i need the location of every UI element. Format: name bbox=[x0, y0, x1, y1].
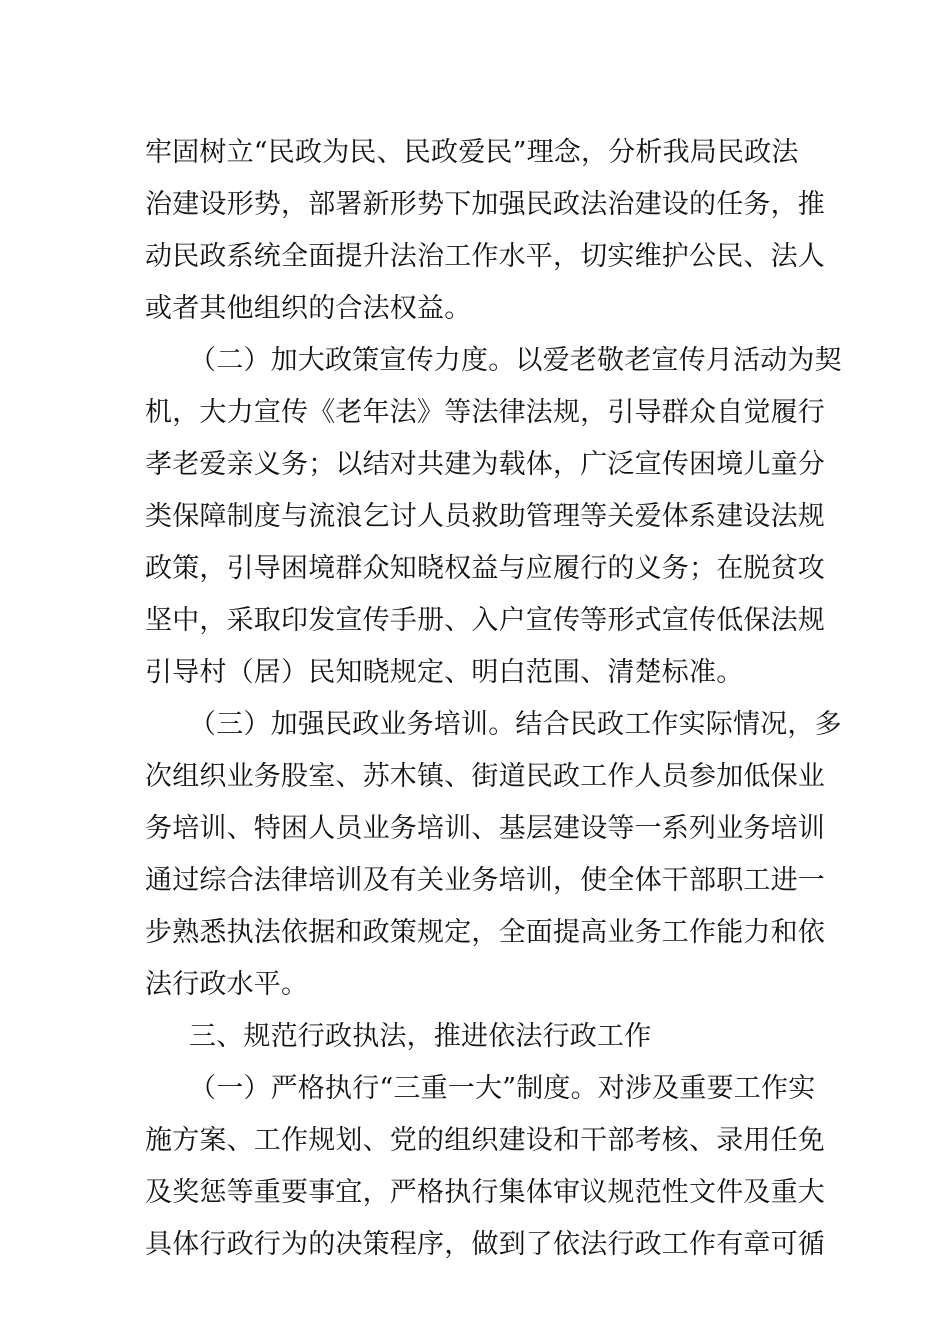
text-line: 通过综合法律培训及有关业务培训，使全体干部职工进一 bbox=[145, 865, 825, 896]
body-text bbox=[145, 127, 842, 1271]
text-line: 务培训、特困人员业务培训、基层建设等一系列业务培训 bbox=[145, 813, 825, 844]
text-line: 施方案、工作规划、党的组织建设和干部考核、录用任免 bbox=[145, 1125, 825, 1156]
text-line: 步熟悉执法依据和政策规定，全面提高业务工作能力和依 bbox=[145, 917, 825, 948]
text-line: 政策，引导困境群众知晓权益与应履行的义务；在脱贫攻 bbox=[145, 553, 825, 584]
section-heading: 三、规范行政执法，推进依法行政工作 bbox=[189, 1021, 652, 1052]
paragraph-start-line: （三）加强民政业务培训。结合民政工作实际情况，多 bbox=[189, 709, 842, 740]
text-line: 具体行政行为的决策程序，做到了依法行政工作有章可循 bbox=[145, 1229, 825, 1260]
paragraph-start-line: （一）严格执行“三重一大”制度。对涉及重要工作实 bbox=[189, 1073, 816, 1104]
text-line: 孝老爱亲义务；以结对共建为载体，广泛宣传困境儿童分 bbox=[145, 449, 825, 480]
text-line: 法行政水平。 bbox=[145, 969, 309, 1000]
text-line: 动民政系统全面提升法治工作水平，切实维护公民、法人 bbox=[145, 241, 825, 272]
text-line: 及奖惩等重要事宜，严格执行集体审议规范性文件及重大 bbox=[145, 1177, 825, 1208]
text-line: 治建设形势，部署新形势下加强民政法治建设的任务，推 bbox=[145, 189, 825, 220]
text-line: 牢固树立“民政为民、民政爱民”理念，分析我局民政法 bbox=[145, 137, 799, 168]
text-line: 类保障制度与流浪乞讨人员救助管理等关爱体系建设法规 bbox=[145, 501, 825, 532]
text-line: 次组织业务股室、苏木镇、街道民政工作人员参加低保业 bbox=[145, 761, 825, 792]
text-line: 机，大力宣传《老年法》等法律法规，引导群众自觉履行 bbox=[145, 397, 825, 428]
paragraph-start-line: （二）加大政策宣传力度。以爱老敬老宣传月活动为契 bbox=[189, 345, 842, 376]
text-line: 或者其他组织的合法权益。 bbox=[145, 293, 472, 324]
text-line: 坚中，采取印发宣传手册、入户宣传等形式宣传低保法规 bbox=[145, 605, 825, 636]
text-line: 引导村（居）民知晓规定、明白范围、清楚标准。 bbox=[145, 657, 744, 688]
